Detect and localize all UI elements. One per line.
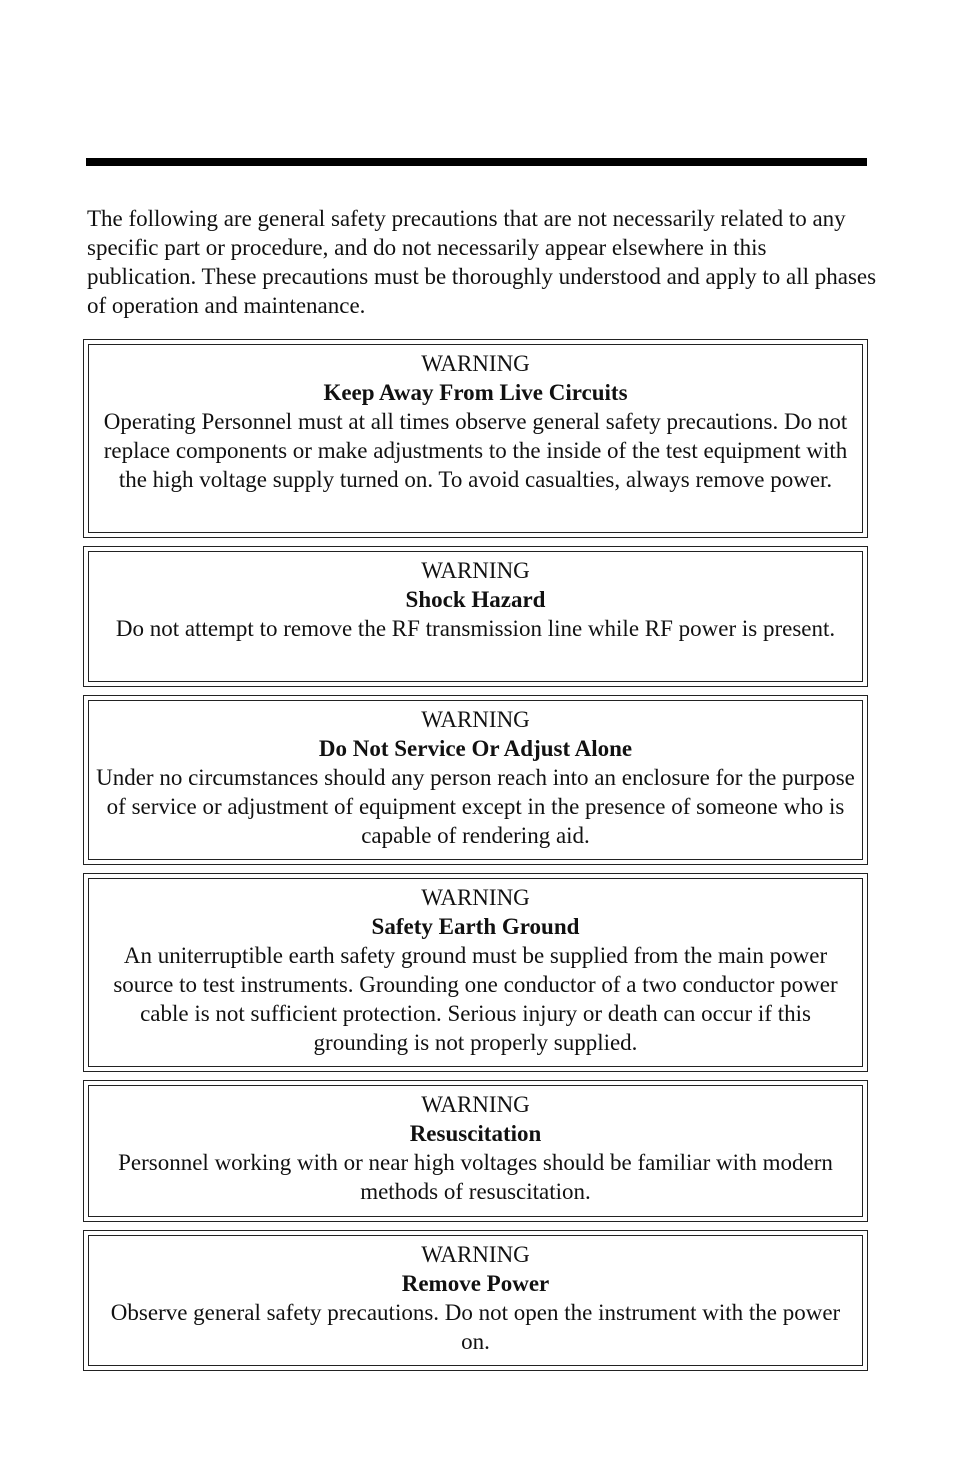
warning-body: An uniterruptible earth safety ground must be supplied from the main power source to test instruments. Grounding one conductor of a two conductor power cable is not sufficient protection. Serious injury or death can occur if this grounding is not properly supplied. — [113, 943, 838, 1055]
warning-label: WARNING — [421, 1092, 530, 1117]
warning-body: Personnel working with or near high voltages should be familiar with modern methods of resuscitation. — [118, 1150, 833, 1204]
warning-box-inner — [88, 551, 863, 682]
warning-box-inner — [88, 344, 863, 533]
warning-body: Observe general safety precautions. Do not open the instrument with the power on. — [110, 1300, 841, 1354]
warning-title: Shock Hazard — [405, 587, 546, 612]
warning-title: Safety Earth Ground — [371, 914, 580, 939]
warning-body: Operating Personnel must at all times observe general safety precautions. Do not replace components or make adjustments to the inside of the test equipment with the high voltage supply turned on. To avoid casualties, always remove power. — [103, 409, 848, 492]
warning-label: WARNING — [421, 1242, 530, 1267]
warning-title: Resuscitation — [409, 1121, 542, 1146]
warning-title: Do Not Service Or Adjust Alone — [318, 736, 633, 761]
warning-box-service-alone — [83, 695, 868, 865]
warning-title: Remove Power — [401, 1271, 550, 1296]
warning-box-remove-power — [83, 1230, 868, 1371]
warning-box-inner — [88, 700, 863, 860]
warning-body: Do not attempt to remove the RF transmission line while RF power is present. — [115, 616, 836, 641]
warning-box-shock-hazard — [83, 546, 868, 687]
warning-title: Keep Away From Live Circuits — [323, 380, 628, 405]
warning-label: WARNING — [421, 558, 530, 583]
warning-box-earth-ground — [83, 873, 868, 1072]
header-rule — [86, 158, 867, 166]
warning-body: Under no circumstances should any person reach into an enclosure for the purpose of service or adjustment of equipment except in the presence of someone who is capable of rendering aid. — [96, 765, 855, 848]
warning-box-live-circuits — [83, 339, 868, 538]
warning-box-inner — [88, 1085, 863, 1217]
warning-box-inner — [88, 1235, 863, 1366]
warning-label: WARNING — [421, 885, 530, 910]
warning-label: WARNING — [421, 351, 530, 376]
intro-paragraph: The following are general safety precautions that are not necessarily related to any specific part or procedure, and do not necessarily appear elsewhere in this publication. These precautions must be thoroughly understood and apply to all phases of operation and maintenance. — [87, 206, 877, 318]
warning-label: WARNING — [421, 707, 530, 732]
warning-box-resuscitation — [83, 1080, 868, 1222]
warning-box-inner — [88, 878, 863, 1067]
